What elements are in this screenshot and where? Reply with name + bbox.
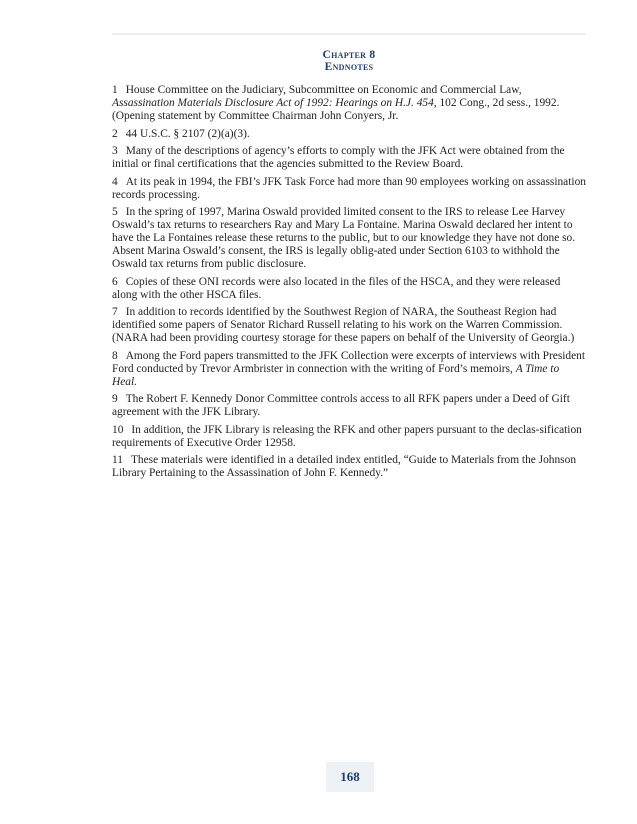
note-text: The Robert F. Kennedy Donor Committee controls access to all RFK papers under a Deed of Gift agreement with the JFK Library. <box>112 393 570 418</box>
top-rule <box>112 33 586 35</box>
endnote <box>112 84 586 123</box>
note-text: Many of the descriptions of agency’s efforts to comply with the JFK Act were obtained from the initial or final certifications that the agencies submitted to the Review Board. <box>112 145 565 170</box>
note-number: 1 <box>112 84 118 96</box>
chapter-heading <box>112 49 586 73</box>
endnote <box>112 454 586 480</box>
note-number: 9 <box>112 393 118 405</box>
note-number: 4 <box>112 175 118 188</box>
note-text: At its peak in 1994, the FBI’s JFK Task Force had more than 90 employees working on assassination records processing. <box>112 175 586 201</box>
endnote <box>112 128 586 141</box>
section-title: Endnotes <box>324 61 374 73</box>
note-text: These materials were identified in a detailed index entitled, “Guide to Materials from the Johnson Library Pertaining to the Assassination of John F. Kennedy.” <box>112 454 577 479</box>
endnotes-list <box>112 84 586 485</box>
endnote <box>112 276 586 302</box>
note-text: 44 U.S.C. § 2107 (2)(a)(3). <box>125 127 250 140</box>
note-text: House Committee on the Judiciary, Subcommittee on Economic and Commercial Law, <box>125 84 522 96</box>
endnote <box>112 206 586 271</box>
note-number: 8 <box>112 349 118 362</box>
note-title-italic: A Time to Heal. <box>112 362 560 388</box>
chapter-title: Chapter 8 <box>322 49 376 61</box>
endnote <box>112 424 586 450</box>
note-text: 102 Cong., 2d sess., 1992. (Opening statement by Committee Chairman John Conyers, Jr. <box>112 97 560 122</box>
note-number: 7 <box>112 306 118 318</box>
note-text: In the spring of 1997, Marina Oswald provided limited consent to the IRS to release Lee Harvey Oswald’s tax returns to researchers Ray and Mary La Fontaine. Marina Oswald declared her intent to have the La Fontaines release these returns to the public, but to our knowledge they have not done so. Absent Marina Oswald’s consent, the IRS is legally oblig-ated under Section 6103 to withhold the Oswald tax returns from public disclosure. <box>112 206 576 270</box>
note-number: 5 <box>112 206 118 218</box>
page-number: 168 <box>326 762 374 792</box>
note-number: 6 <box>112 275 118 288</box>
note-number: 3 <box>112 145 118 157</box>
note-number: 11 <box>112 454 123 466</box>
endnote <box>112 145 586 171</box>
note-text: Among the Ford papers transmitted to the JFK Collection were excerpts of interviews with President Ford conducted by Trevor Armbrister in connection with the writing of Ford’s memoirs, <box>112 349 586 375</box>
note-text: In addition to records identified by the Southwest Region of NARA, the Southeast Region had identified some papers of Senator Richard Russell relating to his work on the Warren Commission. (NARA had been providing courtesy storage for these papers on behalf of the University of Georgia.) <box>112 306 575 344</box>
note-title-italic: Assassination Materials Disclosure Act of 1992: Hearings on H.J. 454, <box>112 97 437 109</box>
note-text: Copies of these ONI records were also located in the files of the HSCA, and they were released along with the other HSCA files. <box>112 275 561 301</box>
endnote <box>112 306 586 345</box>
endnote <box>112 393 586 419</box>
endnote <box>112 350 586 389</box>
endnote <box>112 176 586 202</box>
note-number: 10 <box>112 423 124 436</box>
note-number: 2 <box>112 127 118 140</box>
note-text: In addition, the JFK Library is releasing the RFK and other papers pursuant to the declas-sification requirements of Executive Order 12958. <box>112 423 582 449</box>
